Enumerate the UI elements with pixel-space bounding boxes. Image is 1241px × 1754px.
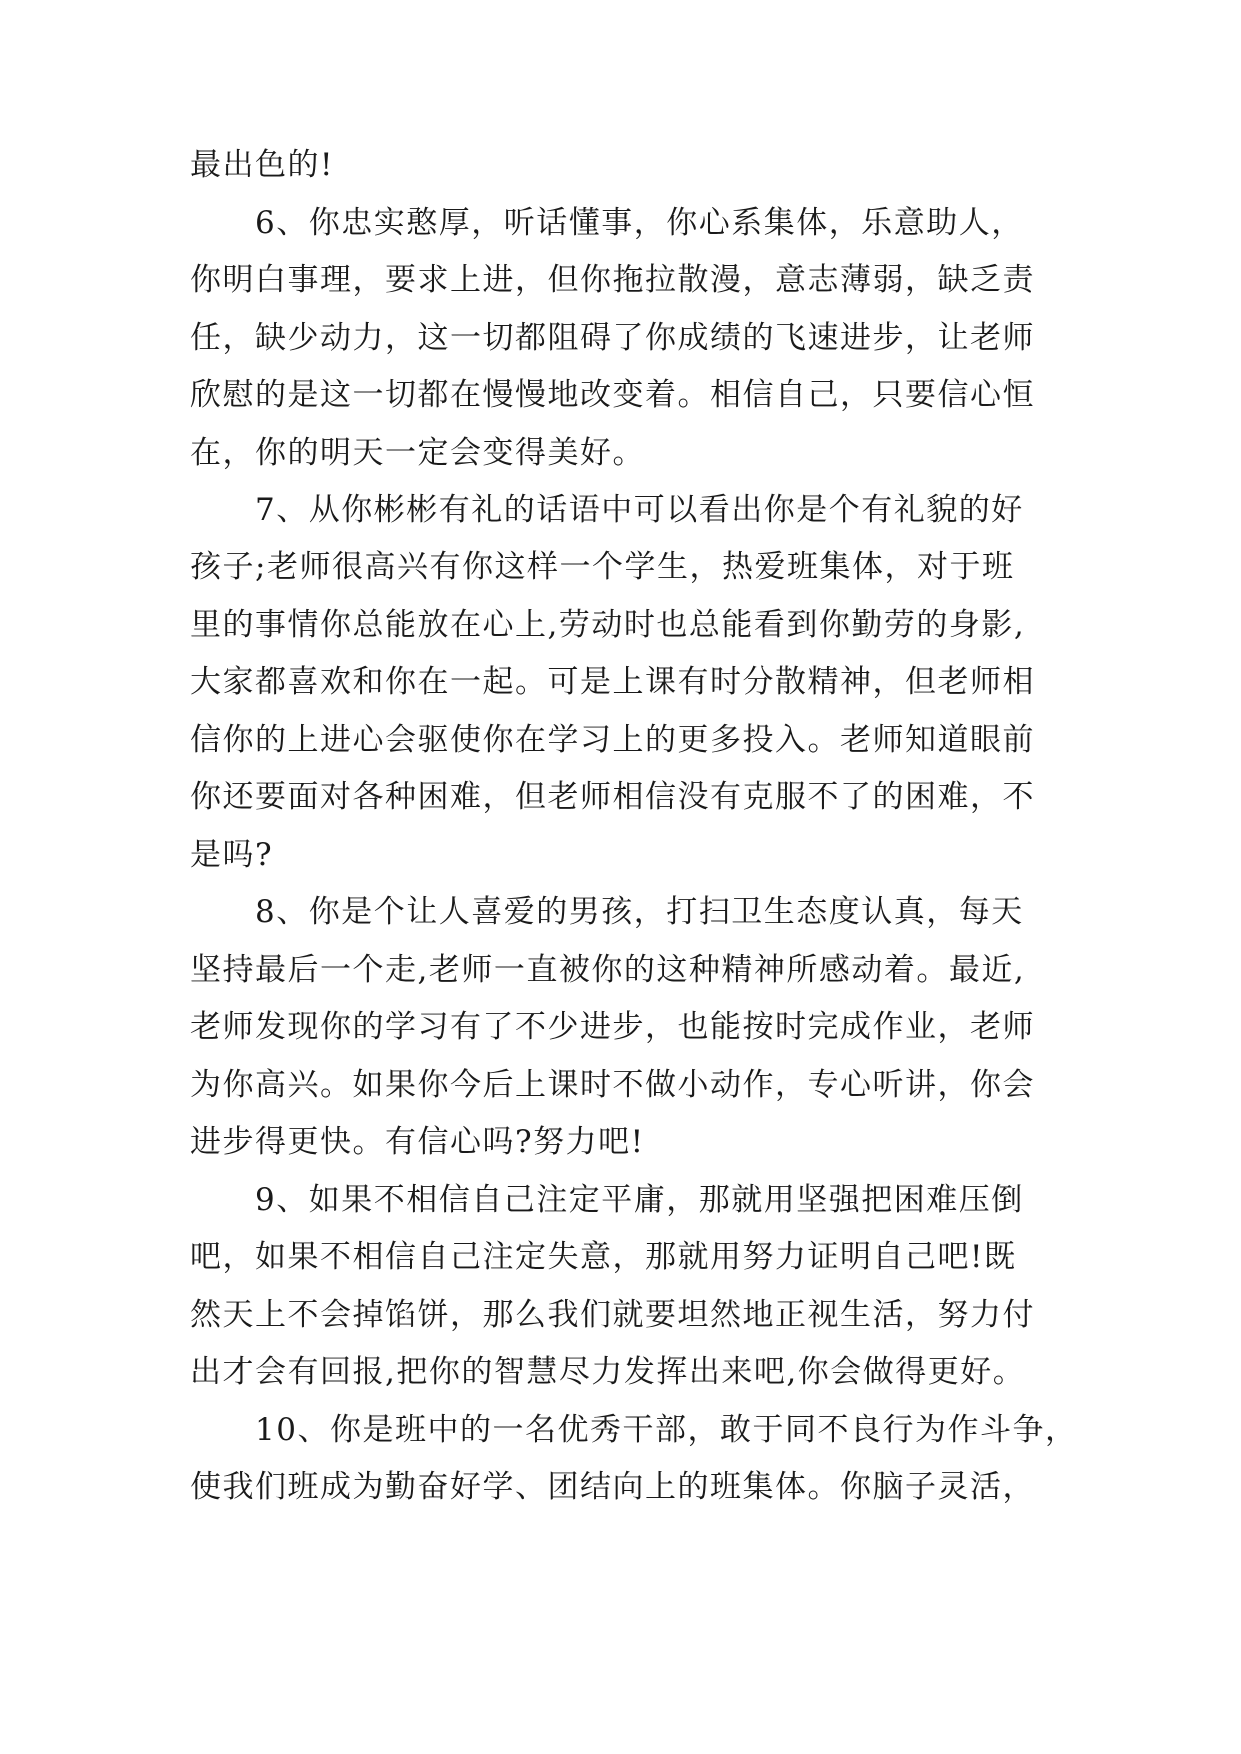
text-line: 吧，如果不相信自己注定失意，那就用努力证明自己吧!既 (190, 1239, 1017, 1275)
text-line: 你明白事理，要求上进，但你拖拉散漫，意志薄弱，缺乏责 (190, 262, 1035, 298)
text-line: 孩子;老师很高兴有你这样一个学生，热爱班集体，对于班 (190, 549, 1015, 585)
text-line: 使我们班成为勤奋好学、团结向上的班集体。你脑子灵活， (190, 1469, 1035, 1505)
text-line: 进步得更快。有信心吗?努力吧! (190, 1124, 645, 1160)
text-line: 8、你是个让人喜爱的男孩，打扫卫生态度认真，每天 (255, 894, 1024, 930)
text-line: 里的事情你总能放在心上,劳动时也总能看到你勤劳的身影, (190, 607, 1026, 643)
text-line: 欣慰的是这一切都在慢慢地改变着。相信自己，只要信心恒 (190, 377, 1035, 413)
text-line: 9、如果不相信自己注定平庸，那就用坚强把困难压倒 (255, 1182, 1024, 1218)
text-line: 7、从你彬彬有礼的话语中可以看出你是个有礼貌的好 (255, 492, 1024, 528)
text-line: 你还要面对各种困难，但老师相信没有克服不了的困难，不 (190, 779, 1035, 815)
text-line: 为你高兴。如果你今后上课时不做小动作，专心听讲，你会 (190, 1067, 1035, 1103)
text-line: 在，你的明天一定会变得美好。 (190, 435, 645, 471)
text-line: 最出色的! (190, 147, 334, 183)
text-line: 任，缺少动力，这一切都阻碍了你成绩的飞速进步，让老师 (190, 320, 1035, 356)
text-line: 出才会有回报,把你的智慧尽力发挥出来吧,你会做得更好。 (190, 1354, 1026, 1390)
text-line: 信你的上进心会驱使你在学习上的更多投入。老师知道眼前 (190, 722, 1035, 758)
text-line: 10、你是班中的一名优秀干部，敢于同不良行为作斗争， (255, 1412, 1078, 1448)
text-line: 坚持最后一个走,老师一直被你的这种精神所感动着。最近, (190, 952, 1026, 988)
text-line: 是吗? (190, 837, 274, 873)
text-line: 老师发现你的学习有了不少进步，也能按时完成作业，老师 (190, 1009, 1035, 1045)
text-line: 6、你忠实憨厚，听话懂事，你心系集体，乐意助人， (255, 205, 1024, 241)
text-line: 然天上不会掉馅饼，那么我们就要坦然地正视生活，努力付 (190, 1297, 1035, 1333)
text-line: 大家都喜欢和你在一起。可是上课有时分散精神，但老师相 (190, 664, 1035, 700)
